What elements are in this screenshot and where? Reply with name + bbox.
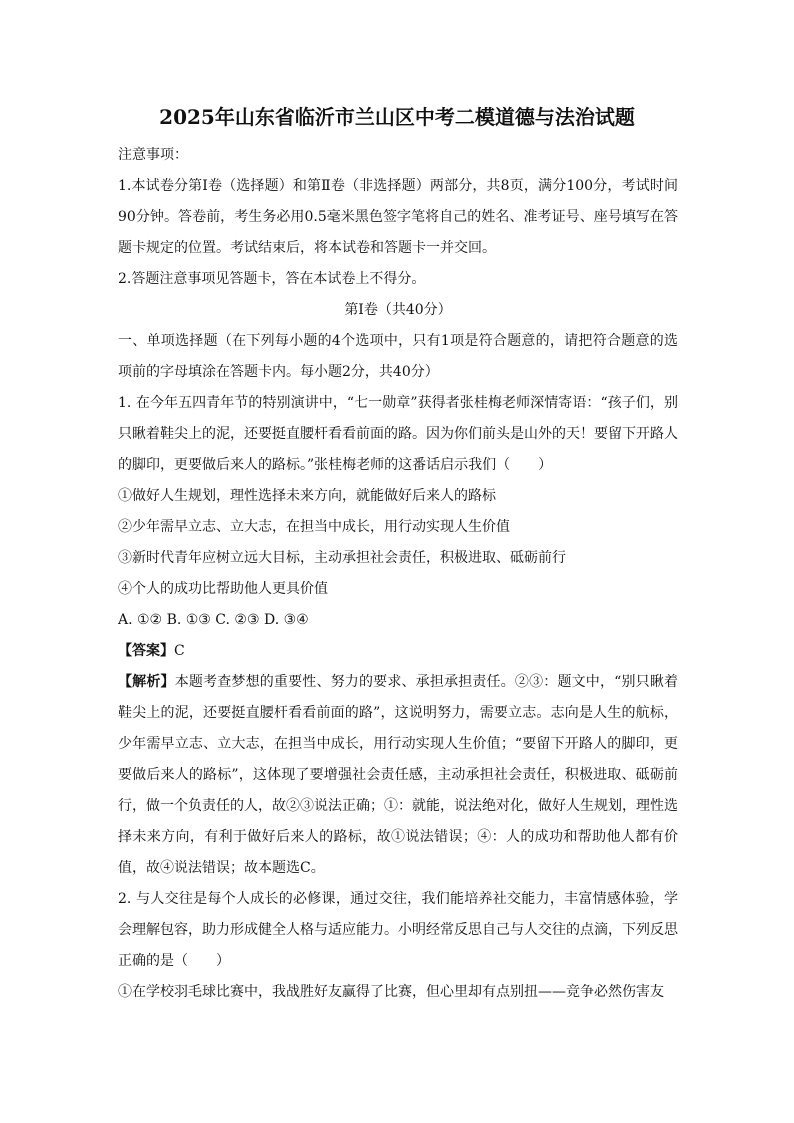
exam-title: 2025年山东省临沂市兰山区中考二模道德与法治试题 [159,105,635,129]
section-title: 第Ⅰ卷（共40分） [344,302,452,318]
question-1-choices: A. ①② B. ①③ C. ②③ D. ③④ [118,612,309,628]
question-1-option-4: ④个人的成功比帮助他人更具价值 [118,581,328,597]
question-2-option-1: ①在学校羽毛球比赛中，我战胜好友赢得了比赛，但心里却有点别扭——竞争必然伤害友 [118,984,664,1000]
question-2-stem: 2. 与人交往是每个人成长的必修课，通过交往，我们能培养社交能力，丰富情感体验，学会理解包容，助力形成健全人格与适应能力。小明经常反思自己与人交往的点滴，下列反思正确的是（ ） [118,891,678,969]
notice-item-1: 1.本试卷分第Ⅰ卷（选择题）和第Ⅱ卷（非选择题）两部分，共8页，满分100分，考试时间90分钟。答卷前，考生务必用0.5毫米黑色签字笔将自己的姓名、准考证号、座号填写在答题卡规定的位置。考试结束后，将本试卷和答题卡一并交回。 [118,178,678,256]
analysis-text: 本题考查梦想的重要性、努力的要求、承担承担责任。②③：题文中，“别只瞅着鞋尖上的泥，还要挺直腰杆看看前面的路”，这说明努力，需要立志。志向是人生的航标，少年需早立志、立大志，在担当中成长，用行动实现人生价值；“要留下开路人的脚印，更要做后来人的路标”，这体现了要增强社会责任感，主动承担社会责任，积极进取、砥砺前行，做一个负责任的人，故②③说法正确；①：就能，说法绝对化，做好人生规划，理性选择未来方向，有利于做好后来人的路标，故①说法错误；④：人的成功和帮助他人都有价值，故④说法错误；故本题选C。 [118,674,679,876]
analysis-label: 【解析】 [118,674,175,690]
section-instruction: 一、单项选择题（在下列每小题的4个选项中，只有1项是符合题意的，请把符合题意的选项前的字母填涂在答题卡内。每小题2分，共40分） [118,333,678,380]
question-1-stem: 1. 在今年五四青年节的特别演讲中，“七一勋章”获得者张桂梅老师深情寄语：“孩子们，别只瞅着鞋尖上的泥，还要挺直腰杆看看前面的路。因为你们前头是山外的天！要留下开路人的脚印，更要做后来人的路标。”张桂梅老师的这番话启示我们（ ） [118,395,678,473]
exam-content [118,140,678,1008]
answer-label: 【答案】 [118,643,174,659]
question-1-analysis [118,667,678,884]
question-1-answer [118,636,678,667]
question-1-option-3: ③新时代青年应树立远大目标，主动承担社会责任，积极进取、砥砺前行 [118,550,566,566]
notice-heading: 注意事项： [118,147,188,163]
question-1-option-1: ①做好人生规划，理性选择未来方向，就能做好后来人的路标 [118,488,496,504]
question-1-option-2: ②少年需早立志、立大志，在担当中成长，用行动实现人生价值 [118,519,510,535]
notice-item-2: 2.答题注意事项见答题卡，答在本试卷上不得分。 [118,271,426,287]
answer-value: C [174,643,185,659]
